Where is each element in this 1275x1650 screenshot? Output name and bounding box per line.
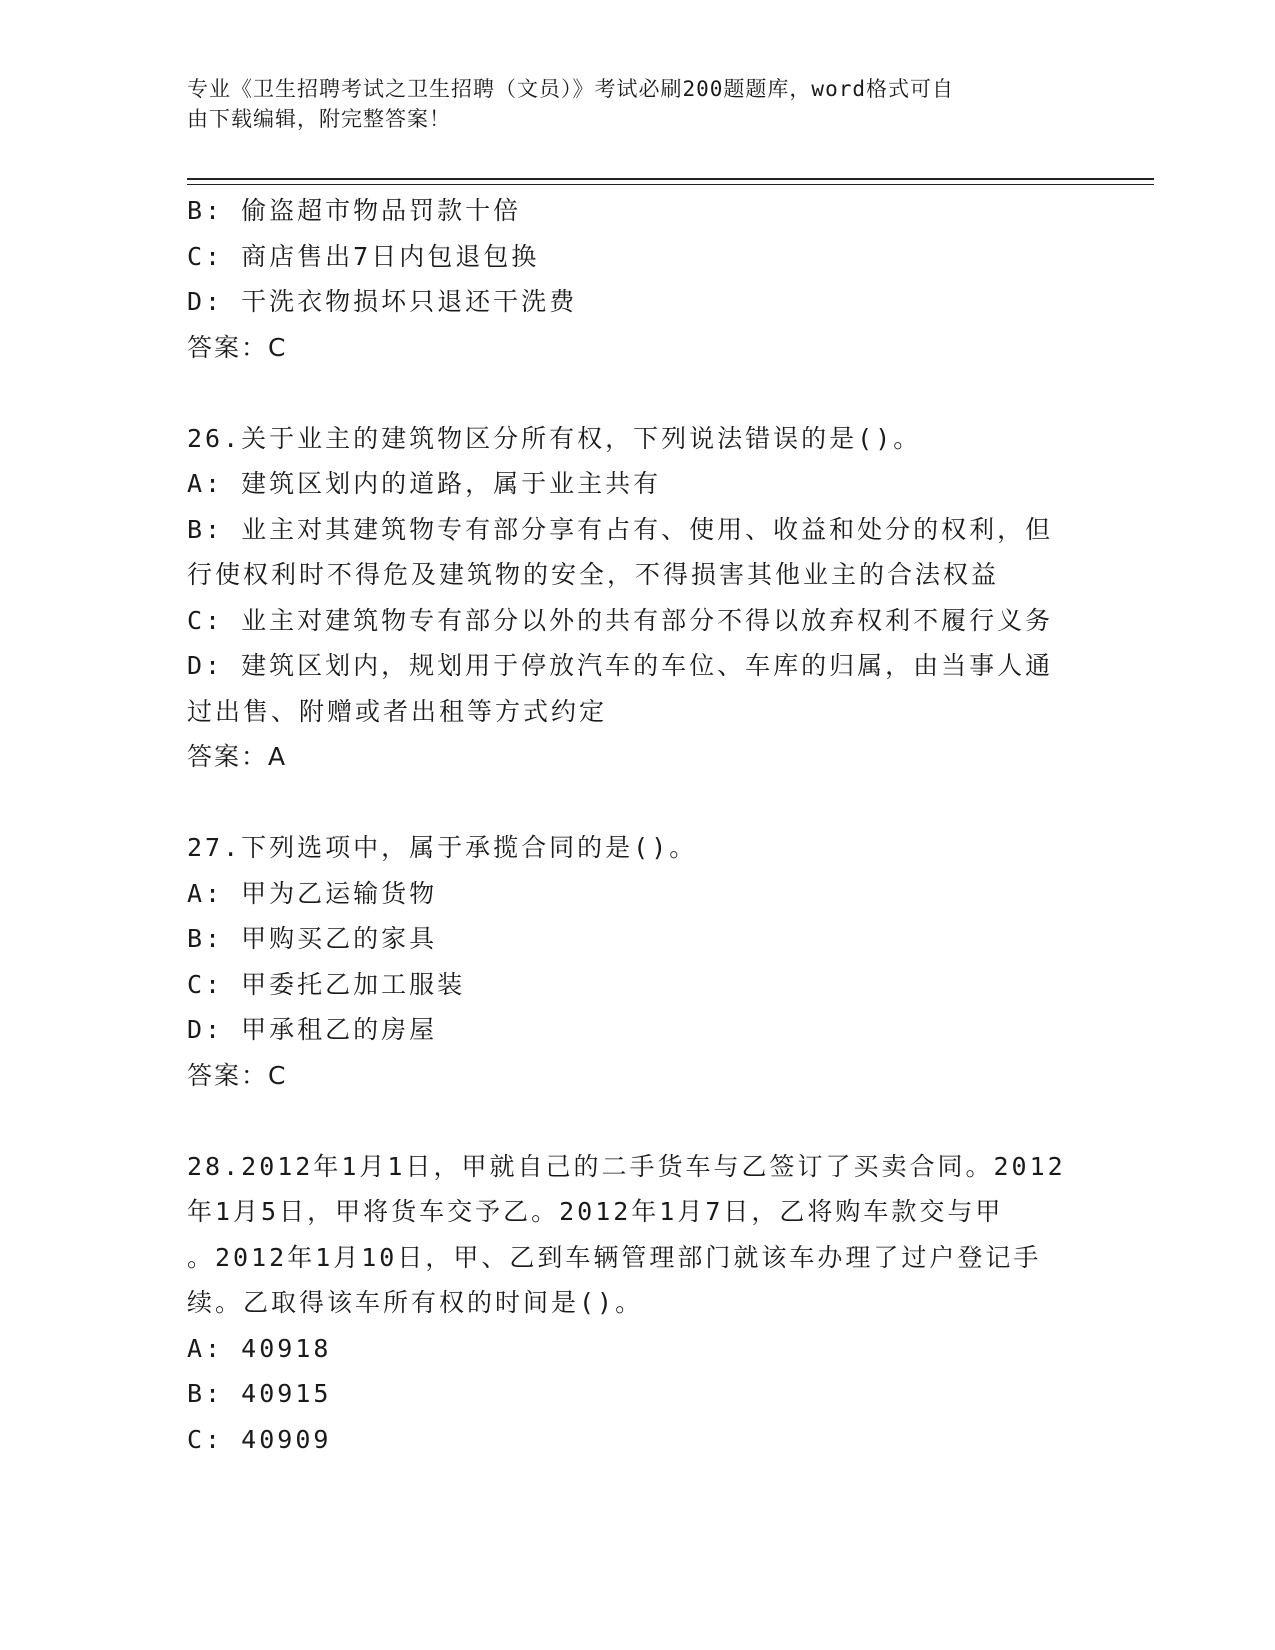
answer: 答案：C (187, 332, 288, 362)
option-c: C: 业主对建筑物专有部分以外的共有部分不得以放弃权利不履行义务 (187, 605, 1054, 635)
option-c: C: 商店售出7日内包退包换 (187, 241, 540, 271)
option-a: A: 甲为乙运输货物 (187, 878, 438, 908)
question-stem-line-3: 。2012年1月10日，甲、乙到车辆管理部门就该车办理了过户登记手 (187, 1242, 1042, 1272)
question-28 (187, 1144, 1087, 1463)
header-line-2: 由下载编辑，附完整答案！ (187, 107, 451, 131)
option-a: A: 建筑区划内的道路，属于业主共有 (187, 469, 662, 498)
option-d: D: 建筑区划内，规划用于停放汽车的车位、车库的归属，由当事人通 (187, 651, 1054, 680)
question-27 (187, 825, 1087, 1098)
option-a: A: 40918 (187, 1333, 332, 1363)
question-stem: 27.下列选项中，属于承揽合同的是()。 (187, 833, 698, 862)
question-stem-line-2: 年1月5日，甲将货车交予乙。2012年1月7日，乙将购车款交与甲 (187, 1197, 1004, 1226)
option-c: C: 甲委托乙加工服装 (187, 969, 466, 999)
document-header (187, 74, 1067, 134)
option-b: B: 40915 (187, 1379, 332, 1408)
question-stem-line-4: 续。乙取得该车所有权的时间是()。 (187, 1288, 644, 1317)
answer: 答案：A (187, 742, 288, 771)
document-body (187, 188, 1087, 1462)
header-divider-thin (187, 184, 1154, 185)
option-b-continued: 行使权利时不得危及建筑物的安全，不得损害其他业主的合法权益 (187, 560, 1000, 589)
question-26 (187, 416, 1087, 780)
question-25-continued (187, 188, 1087, 370)
question-stem: 26.关于业主的建筑物区分所有权，下列说法错误的是()。 (187, 423, 922, 453)
question-stem-line-1: 28.2012年1月1日，甲就自己的二手货车与乙签订了买卖合同。2012 (187, 1151, 1066, 1181)
header-divider-thick (187, 178, 1154, 180)
option-b: B: 甲购买乙的家具 (187, 924, 438, 953)
option-d: D: 干洗衣物损坏只退还干洗费 (187, 287, 578, 316)
header-line-1: 专业《卫生招聘考试之卫生招聘（文员）》考试必刷200题题库，word格式可自 (187, 77, 954, 101)
option-d: D: 甲承租乙的房屋 (187, 1015, 438, 1044)
option-c: C: 40909 (187, 1424, 332, 1454)
option-b: B: 偷盗超市物品罚款十倍 (187, 196, 522, 225)
option-b: B: 业主对其建筑物专有部分享有占有、使用、收益和处分的权利，但 (187, 514, 1054, 544)
option-d-continued: 过出售、附赠或者出租等方式约定 (187, 696, 608, 726)
answer: 答案：C (187, 1060, 288, 1090)
